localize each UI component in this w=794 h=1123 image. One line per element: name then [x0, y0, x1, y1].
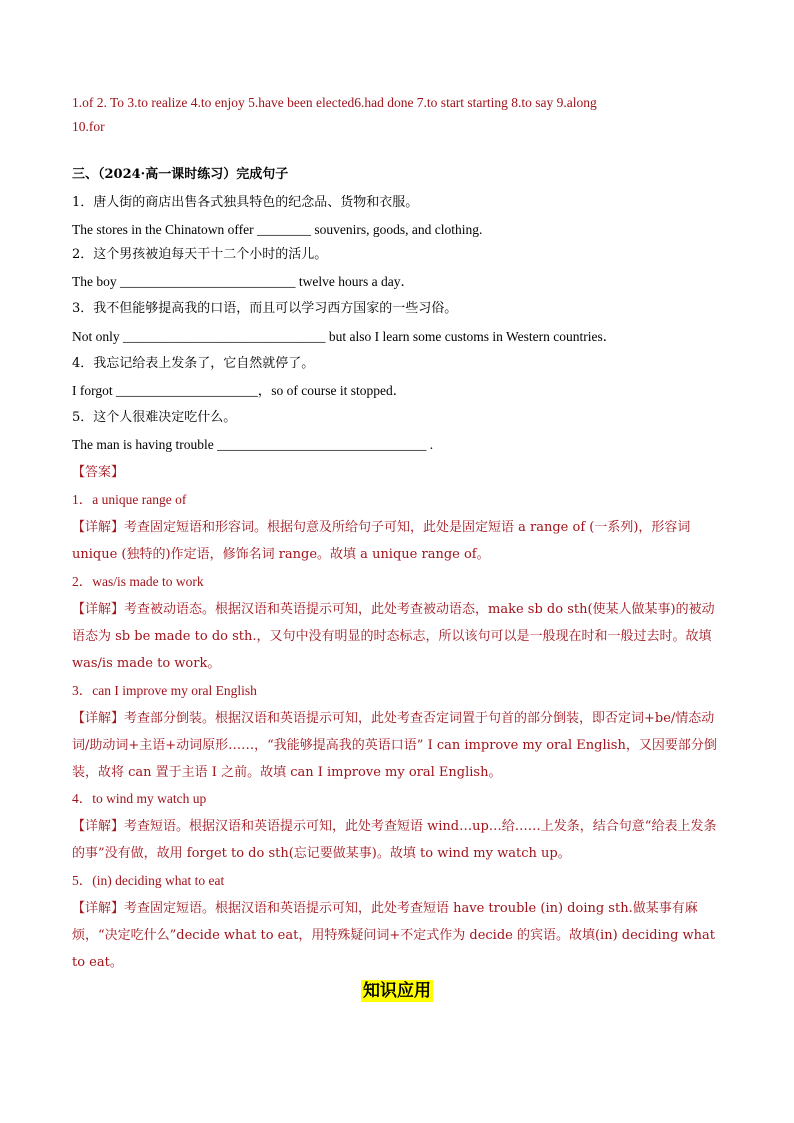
next-section-title: 知识应用 [363, 981, 431, 1001]
question-3-en: Not only ______________________________ but also I learn some customs in Western countries． [72, 329, 617, 344]
question-3-zh: 3．我不但能够提高我的口语，而且可以学习西方国家的一些习俗。 [72, 301, 458, 316]
answer-4-detail: 【详解】考查短语。根据汉语和英语提示可知，此处考查短语 wind…up…给……上发条，结合句意“给表上发条的事”没有做，故用 forget to do sth(忘记要做某事)。故填 to wind my watch up。 [72, 819, 717, 861]
answer-2-detail: 【详解】考查被动语态。根据汉语和英语提示可知，此处考查被动语态，make sb do sth(使某人做某事)的被动语态为 sb be made to do sth.，又句中没有明显的时态标志，所以该句可以是一般现在时和一般过去时。故填 was/is made to work。 [72, 602, 715, 671]
question-1-en: The stores in the Chinatown offer ________ souvenirs, goods, and clothing. [72, 222, 483, 237]
answer-4: 4．to wind my watch up [72, 791, 207, 806]
answer-2: 2．was/is made to work [72, 574, 204, 589]
question-5-en: The man is having trouble _______________________________ . [72, 437, 434, 452]
answer-3-detail: 【详解】考查部分倒装。根据汉语和英语提示可知，此处考查否定词置于句首的部分倒装，即否定词+be/情态动词/助动词+主语+动词原形……，“我能够提高我的英语口语” I can improve my oral English，又因要部分倒装，故将 can 置于主语 I 之前。故填 can I improve my oral English。 [72, 711, 717, 780]
question-4-zh: 4．我忘记给表上发条了，它自然就停了。 [72, 356, 315, 371]
answer-5: 5．(in) deciding what to eat [72, 873, 225, 888]
prev-answers-line-2: 10.for [72, 119, 105, 134]
question-4-en: I forgot _____________________，so of course it stopped． [72, 383, 407, 398]
answer-heading: 【答案】 [72, 465, 125, 480]
answer-1-detail: 【详解】考查固定短语和形容词。根据句意及所给句子可知，此处是固定短语 a range of (一系列)，形容词 unique (独特的)作定语，修饰名词 range。故填 a unique range of。 [72, 520, 691, 562]
answer-3: 3．can I improve my oral English [72, 683, 257, 698]
prev-answers-line-1: 1.of 2. To 3.to realize 4.to enjoy 5.have been elected6.had done 7.to start starting 8.to say 9.along [72, 95, 597, 110]
section-heading: 三、（2024·高一课时练习）完成句子 [72, 167, 289, 182]
answer-5-detail: 【详解】考查固定短语。根据汉语和英语提示可知，此处考查短语 have trouble (in) doing sth.做某事有麻烦，“决定吃什么”decide what to eat，用特殊疑问词+不定式作为 decide 的宾语。故填(in) deciding what to eat。 [72, 901, 716, 970]
question-1-zh: 1．唐人街的商店出售各式独具特色的纪念品、货物和衣服。 [72, 195, 419, 210]
question-2-en: The boy __________________________ twelve hours a day． [72, 274, 414, 289]
answer-1: 1．a unique range of [72, 492, 187, 507]
question-5-zh: 5．这个人很难决定吃什么。 [72, 410, 237, 425]
question-2-zh: 2．这个男孩被迫每天干十二个小时的活儿。 [72, 247, 328, 262]
next-section-title-wrap [0, 980, 794, 1002]
